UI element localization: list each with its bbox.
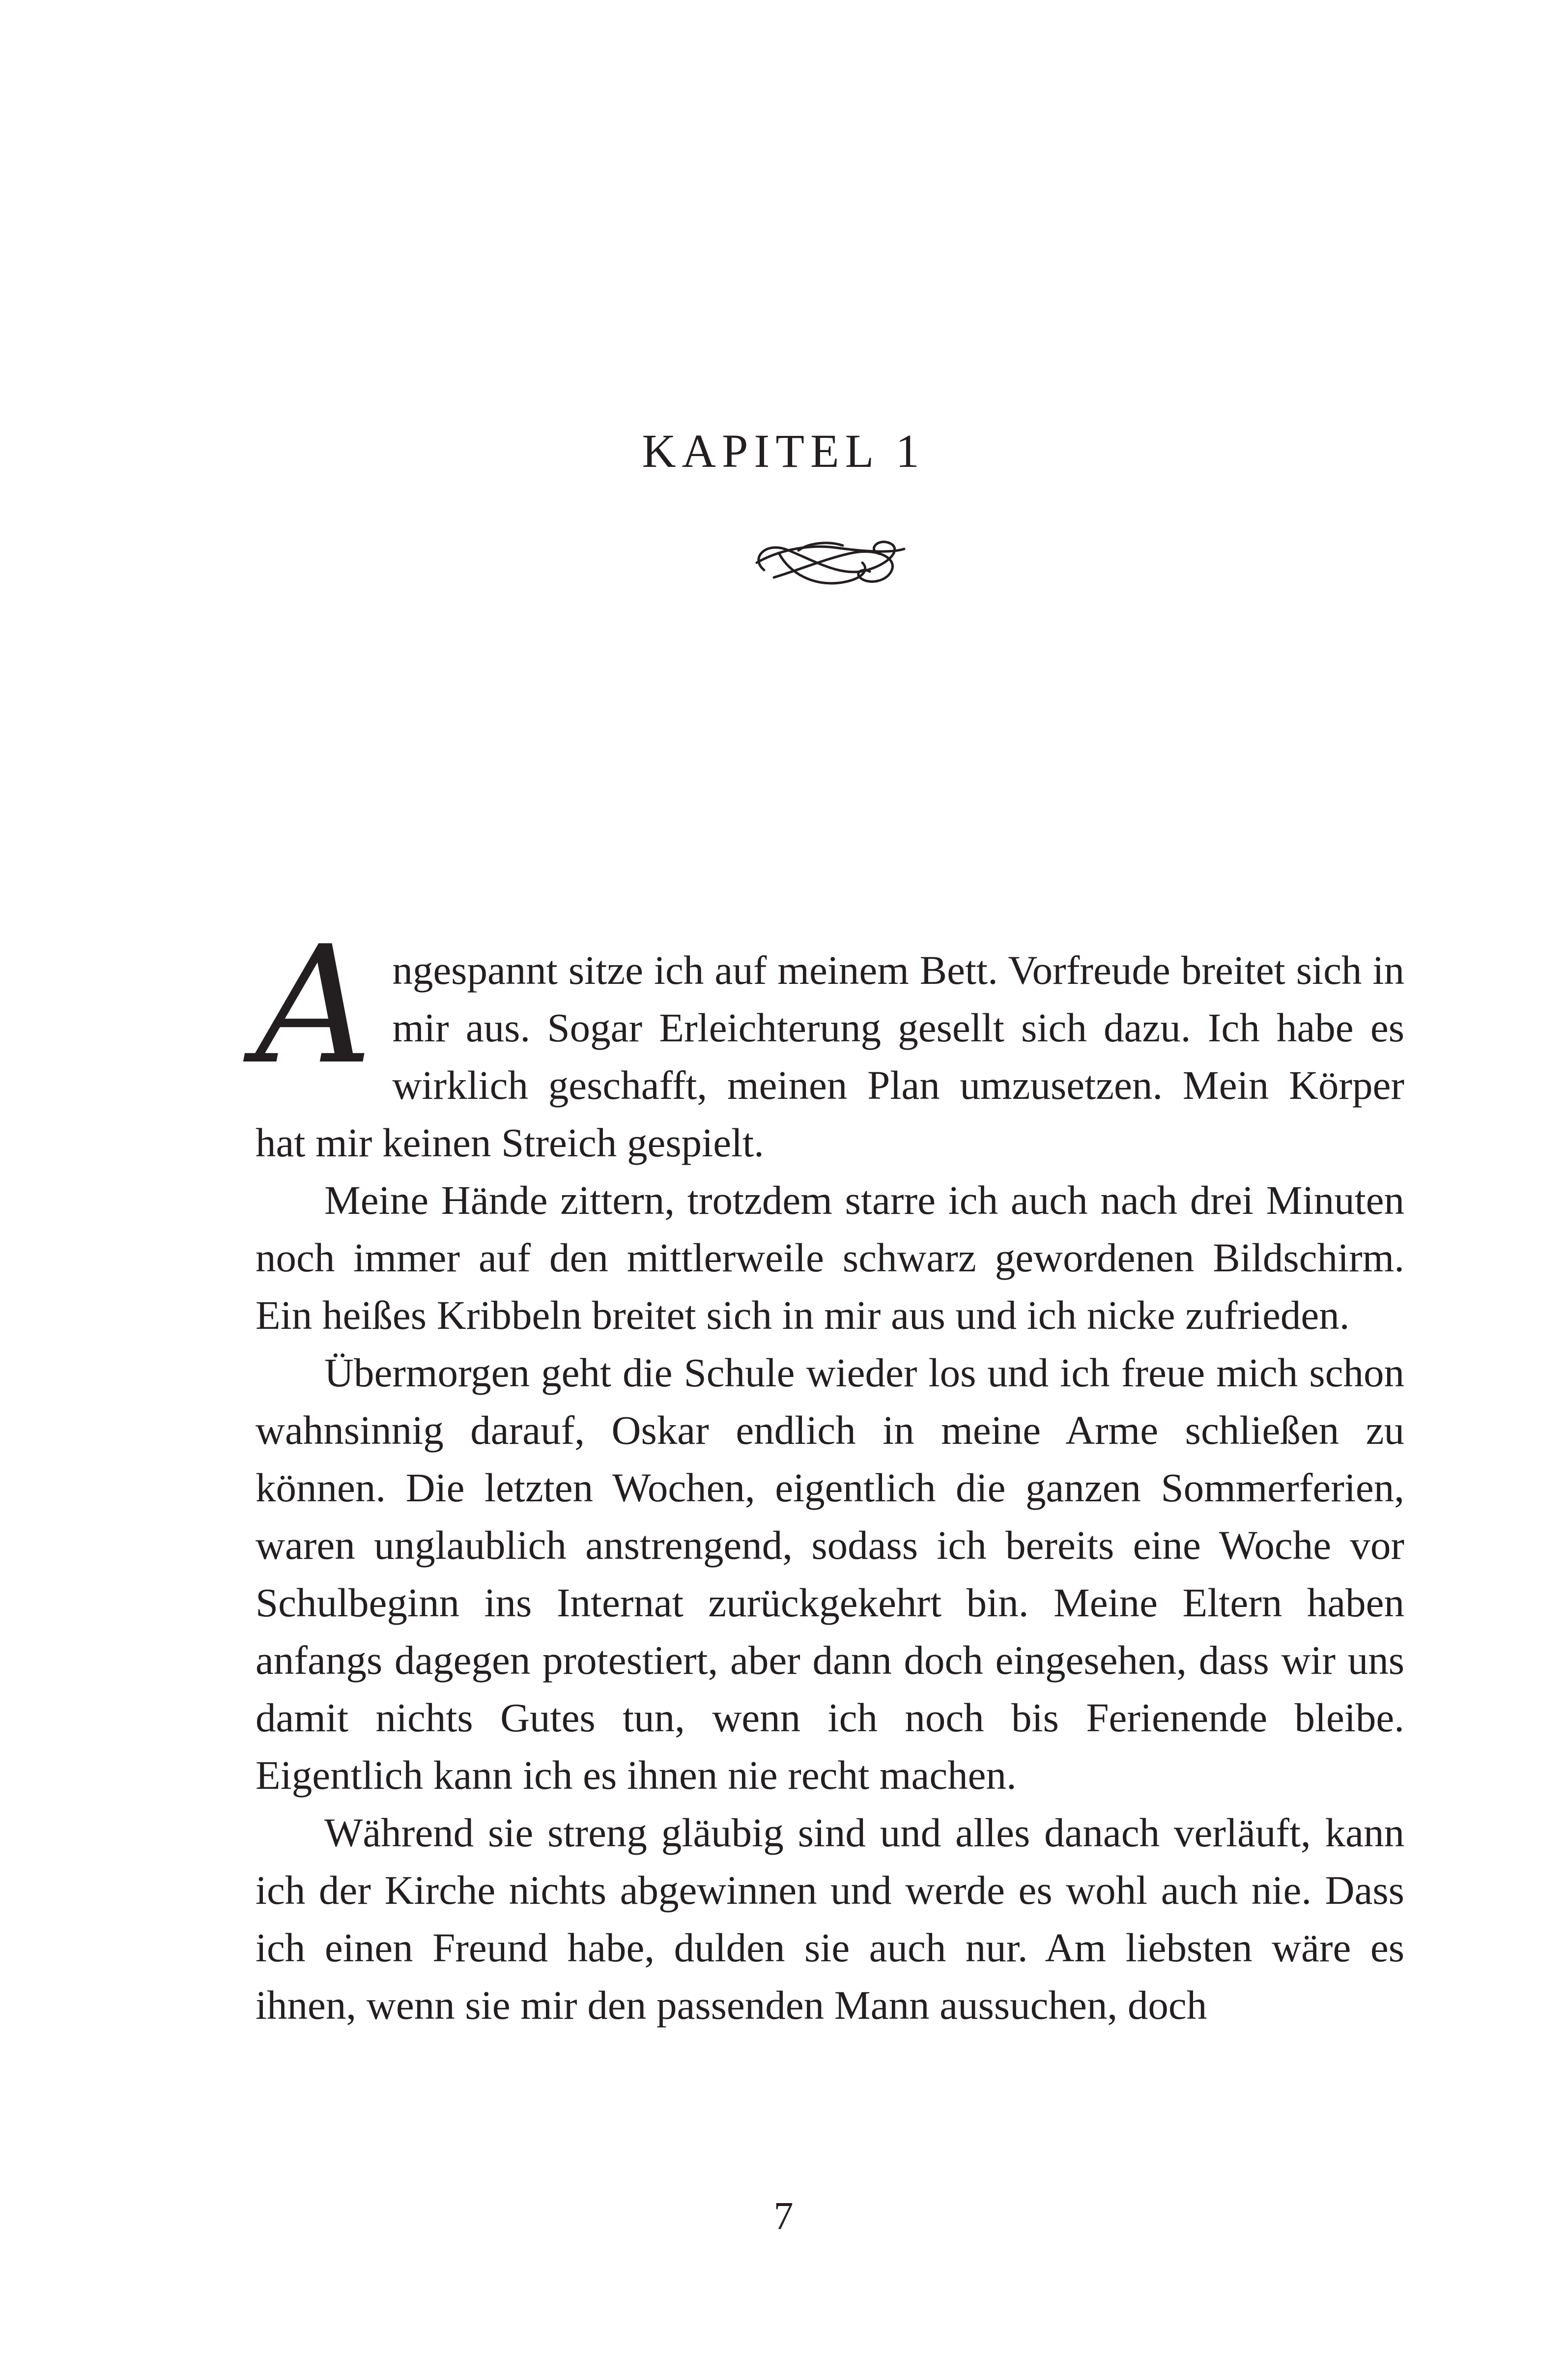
chapter-heading: KAPITEL 1 bbox=[642, 425, 925, 477]
paragraph-1-text: ngespannt sitze ich auf meinem Bett. Vorfreude breitet sich in mir aus. Sogar Erleichterung gesellt sich dazu. Ich habe es wirklich geschafft, meinen Plan umzusetzen. Mein Körper hat mir keinen Streich gespielt. bbox=[256, 947, 1404, 1165]
paragraph-4: Während sie streng gläubig sind und alles danach verläuft, kann ich der Kirche nichts abgewinnen und werde es wohl auch nie. Dass ich einen Freund habe, dulden sie auch nur. Am liebsten wäre es ihnen, wenn sie mir den passenden Mann aussuchen, doch bbox=[256, 1810, 1404, 2028]
paragraph-1 bbox=[256, 911, 1404, 1172]
page-number: 7 bbox=[773, 2195, 794, 2238]
paragraph-3: Übermorgen geht die Schule wieder los und ich freue mich schon wahnsinnig darauf, Oskar endlich in meine Arme schließen zu können. Die letzten Wochen, eigentlich die ganzen Sommerferien, waren unglaublich anstrengend, sodass ich bereits eine Woche vor Schulbeginn ins Internat zurückgekehrt bin. Meine Eltern haben anfangs dagegen protestiert, aber dann doch eingesehen, dass wir uns damit nichts Gutes tun, wenn ich noch bis Ferienende bleibe. Eigentlich kann ich es ihnen nie recht machen. bbox=[256, 1350, 1404, 1798]
flourish-ornament bbox=[744, 523, 912, 597]
paragraph-2: Meine Hände zittern, trotzdem starre ich auch nach drei Minuten noch immer auf den mittlerweile schwarz gewordenen Bildschirm. Ein heißes Kribbeln breitet sich in mir aus und ich nicke zufrieden. bbox=[256, 1177, 1404, 1338]
chapter-body bbox=[256, 911, 1404, 2034]
drop-cap: A bbox=[256, 911, 373, 1100]
